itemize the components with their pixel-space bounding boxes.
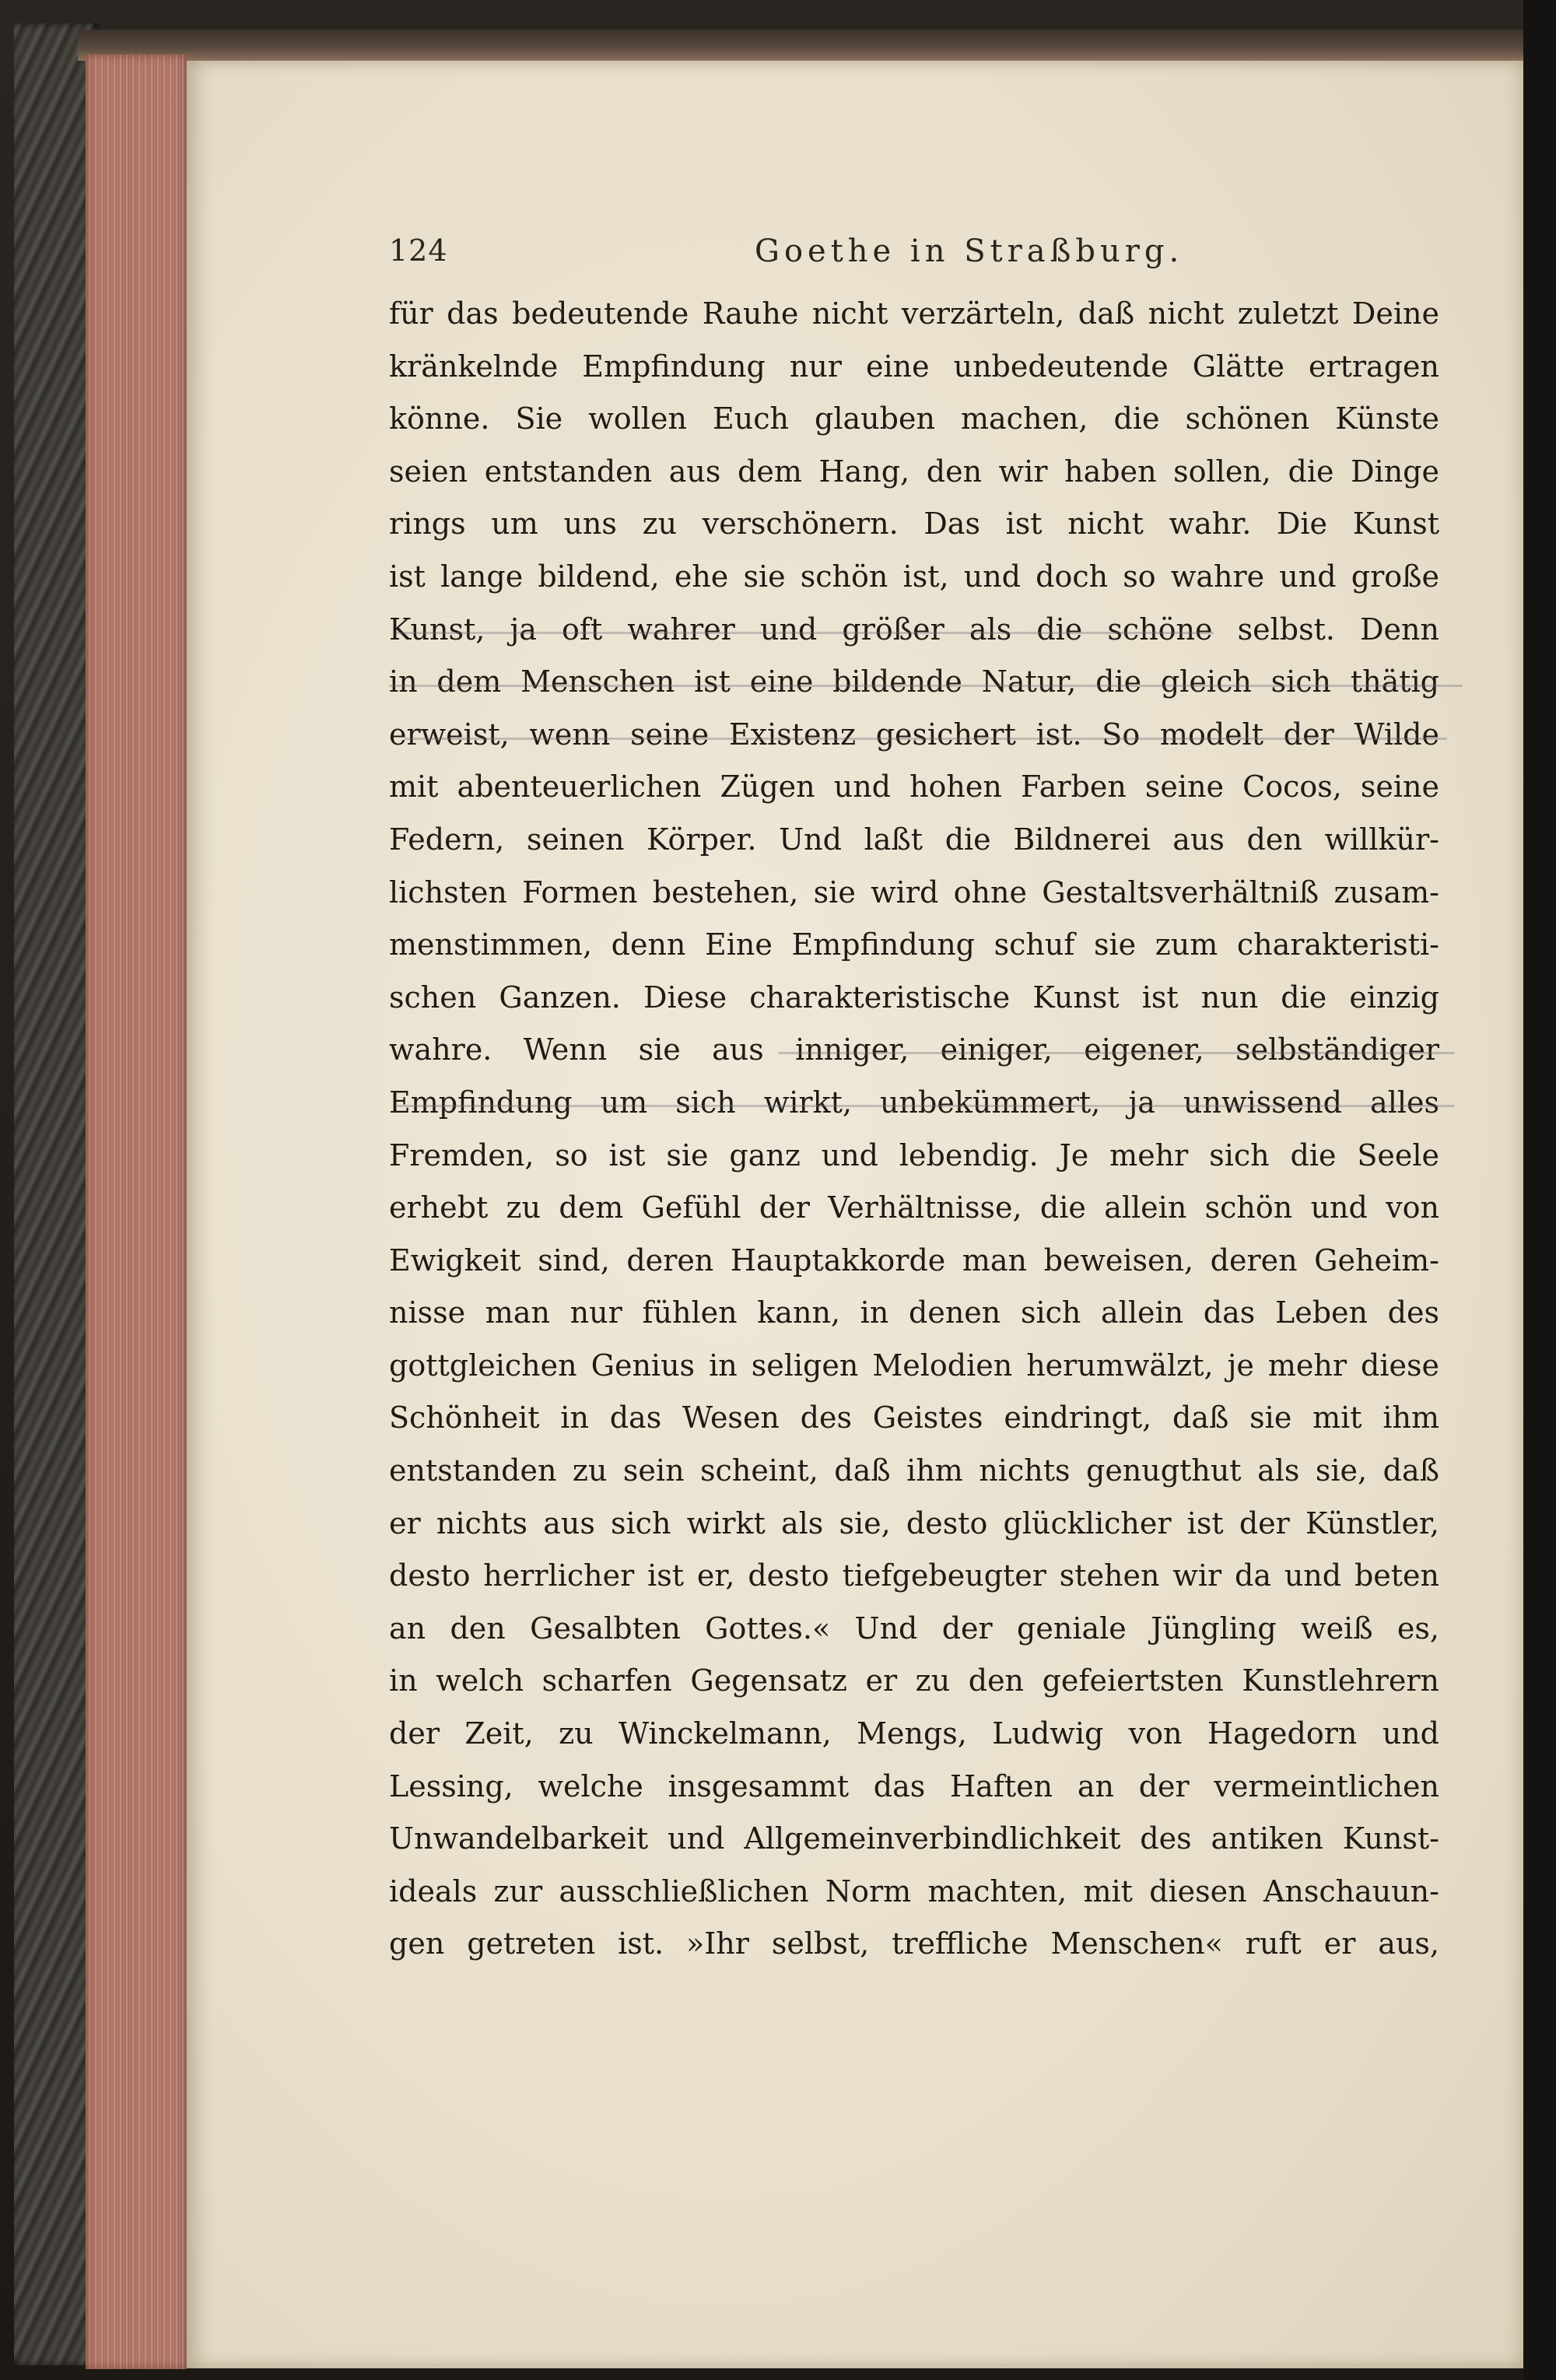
text-line: der Zeit, zu Winckelmann, Mengs, Ludwig von Hagedorn und xyxy=(389,1716,1439,1751)
text-line: lichsten Formen bestehen, sie wird ohne Gestaltsverhältniß zusam- xyxy=(389,875,1439,910)
page-header xyxy=(389,233,1424,280)
text-line: kränkelnde Empfindung nur eine unbedeutende Glätte ertragen xyxy=(389,349,1439,384)
text-line: Fremden, so ist sie ganz und lebendig. Je mehr sich die Seele xyxy=(389,1137,1439,1172)
text-line: in dem Menschen ist eine bildende Natur, die gleich sich thätig xyxy=(389,664,1439,699)
page-number: 124 xyxy=(389,233,448,268)
body-text xyxy=(389,288,1439,1971)
text-line: seien entstanden aus dem Hang, den wir haben sollen, die Dinge xyxy=(389,454,1439,489)
text-line: Schönheit in das Wesen des Geistes eindringt, daß sie mit ihm xyxy=(389,1400,1439,1435)
text-line: desto herrlicher ist er, desto tiefgebeugter stehen wir da und beten xyxy=(389,1558,1439,1593)
pencil-underline xyxy=(778,1052,1455,1054)
text-line: Kunst, ja oft wahrer und größer als die schöne selbst. Denn xyxy=(389,612,1439,647)
text-line: Lessing, welche insgesammt das Haften an der vermeintlichen xyxy=(389,1768,1439,1803)
text-line: könne. Sie wollen Euch glauben machen, die schönen Künste xyxy=(389,401,1439,436)
text-line: Empfindung um sich wirkt, unbekümmert, ja unwissend alles xyxy=(389,1085,1439,1120)
text-line: entstanden zu sein scheint, daß ihm nichts genugthut als sie, daß xyxy=(389,1453,1439,1488)
text-line: für das bedeutende Rauhe nicht verzärteln, daß nicht zuletzt Deine xyxy=(389,296,1439,331)
text-line: ist lange bildend, ehe sie schön ist, und doch so wahre und große xyxy=(389,559,1439,594)
text-line: in welch scharfen Gegensatz er zu den gefeiertsten Kunstlehrern xyxy=(389,1663,1439,1698)
right-margin-shadow xyxy=(1523,0,1556,2380)
text-line: gen getreten ist. »Ihr selbst, treffliche Menschen« ruft er aus, xyxy=(389,1926,1439,1961)
text-line: an den Gesalbten Gottes.« Und der geniale Jüngling weiß es, xyxy=(389,1611,1439,1646)
running-title: Goethe in Straßburg. xyxy=(755,233,1184,269)
pencil-underline xyxy=(397,632,1214,634)
text-line: erhebt zu dem Gefühl der Verhältnisse, die allein schön und von xyxy=(389,1190,1439,1225)
text-line: nisse man nur fühlen kann, in denen sich allein das Leben des xyxy=(389,1295,1439,1330)
text-line: ideals zur ausschließlichen Norm machten, mit diesen Anschauun- xyxy=(389,1874,1439,1909)
red-page-edges xyxy=(86,54,187,2369)
pencil-underline xyxy=(397,1105,1455,1107)
text-line: menstimmen, denn Eine Empfindung schuf sie zum charakteristi- xyxy=(389,927,1439,962)
text-line: Ewigkeit sind, deren Hauptakkorde man beweisen, deren Geheim- xyxy=(389,1243,1439,1278)
pencil-underline xyxy=(405,738,1447,740)
text-line: Federn, seinen Körper. Und laßt die Bildnerei aus den willkür- xyxy=(389,822,1439,857)
text-line: Unwandelbarkeit und Allgemeinverbindlichkeit des antiken Kunst- xyxy=(389,1821,1439,1856)
text-line: wahre. Wenn sie aus inniger, einiger, eigener, selbständiger xyxy=(389,1032,1439,1067)
pencil-underline xyxy=(389,685,1463,687)
text-line: erweist, wenn seine Existenz gesichert ist. So modelt der Wilde xyxy=(389,717,1439,752)
page-top-edge xyxy=(78,30,1548,61)
text-line: mit abenteuerlichen Zügen und hohen Farben seine Cocos, seine xyxy=(389,769,1439,804)
text-line: gottgleichen Genius in seligen Melodien herumwälzt, je mehr diese xyxy=(389,1348,1439,1383)
text-line: rings um uns zu verschönern. Das ist nicht wahr. Die Kunst xyxy=(389,506,1439,542)
text-line: schen Ganzen. Diese charakteristische Kunst ist nun die einzig xyxy=(389,980,1439,1015)
text-line: er nichts aus sich wirkt als sie, desto glücklicher ist der Künstler, xyxy=(389,1505,1439,1541)
